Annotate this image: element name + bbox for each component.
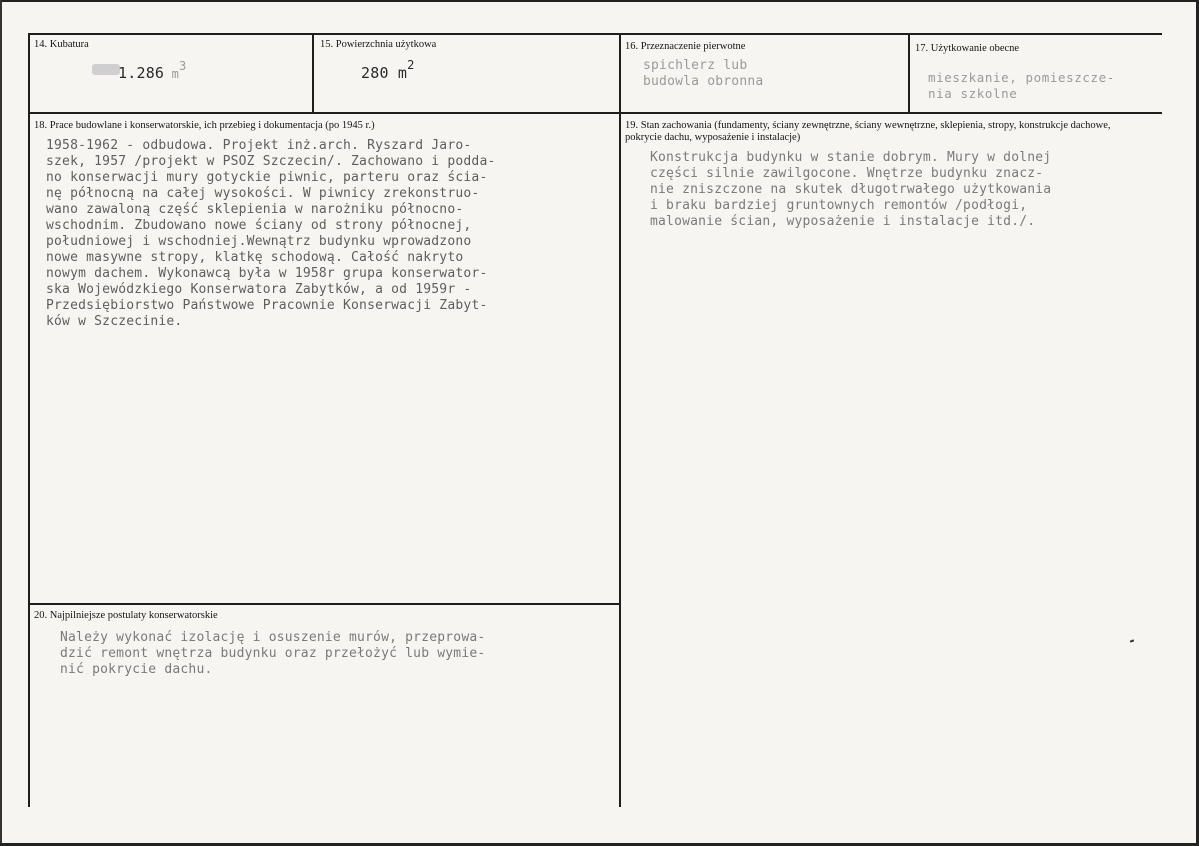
- field-14-label: 14. Kubatura: [34, 39, 89, 50]
- correction-smudge: [92, 64, 120, 75]
- field-16-label: 16. Przeznaczenie pierwotne: [625, 41, 746, 52]
- field-16-value-line-2: budowla obronna: [643, 74, 764, 89]
- field-18-line: wschodnim. Zbudowano nowe ściany od strony północnej,: [46, 218, 472, 233]
- field-15-value: 280 $m^2$: [361, 58, 415, 82]
- field-18-line: Przedsiębiorstwo Państwowe Pracownie Konserwacji Zabyt-: [46, 298, 488, 313]
- field-18-line: ków w Szczecinie.: [46, 314, 183, 329]
- field-20-label: 20. Najpilniejsze postulaty konserwatorskie: [34, 610, 218, 621]
- grid-line-left: [28, 33, 30, 807]
- field-17-value-line-1: mieszkanie, pomieszcze-: [928, 70, 1115, 85]
- field-19-line: Konstrukcja budynku w stanie dobrym. Mury w dolnej: [650, 150, 1052, 165]
- grid-line-col2: [619, 33, 621, 807]
- field-19-line: malowanie ścian, wyposażenie i instalacje itd./.: [650, 214, 1036, 229]
- grid-line-col3: [908, 33, 910, 113]
- field-19-line: nie zniszczone na skutek długotrwałego użytkowania: [650, 182, 1052, 197]
- field-20-line: dzić remont wnętrza budynku oraz przełożyć lub wymie-: [60, 646, 486, 661]
- field-14-value: 1.286 $m^3$: [118, 59, 187, 82]
- field-18-line: szek, 1957 /projekt w PSOZ Szczecin/. Zachowano i podda-: [46, 154, 496, 169]
- field-18-line: wano zawaloną część sklepienia w narożniku północno-: [46, 202, 464, 217]
- field-19-label-line-2: pokrycie dachu, wyposażenie i instalacje): [625, 132, 801, 143]
- field-17-label: 17. Użytkowanie obecne: [915, 43, 1020, 54]
- field-18-line: nowe masywne stropy, klatkę schodową. Całość nakryto: [46, 250, 464, 265]
- field-19-label-line-1: 19. Stan zachowania (fundamenty, ściany zewnętrzne, ściany wewnętrzne, sklepienia, stropy, konstrukcje dachowe,: [625, 120, 1111, 131]
- frame-top-edge: [0, 0, 1199, 2]
- ink-speck: [1130, 639, 1134, 642]
- field-18-line: nę północną na całej wysokości. W piwnicy zrekonstruo-: [46, 186, 480, 201]
- field-18-line: no konserwacji mury gotyckie piwnic, parteru oraz ścia-: [46, 170, 488, 185]
- field-15-label: 15. Powierzchnia użytkowa: [320, 39, 437, 50]
- field-18-line: ska Wojewódzkiego Konserwatora Zabytków, a od 1959r -: [46, 282, 472, 297]
- field-19-line: części silnie zawilgocone. Wnętrze budynku znacz-: [650, 166, 1044, 181]
- field-18-line: nowym dachem. Wykonawcą była w 1958r grupa konserwator-: [46, 266, 488, 281]
- field-18-label: 18. Prace budowlane i konserwatorskie, ich przebieg i dokumentacja (po 1945 r.): [34, 120, 375, 131]
- field-16-value-line-1: spichlerz lub: [643, 58, 748, 73]
- frame-left-edge: [0, 0, 2, 846]
- grid-line-field20-top: [28, 603, 621, 605]
- grid-line-top: [28, 33, 1162, 35]
- field-20-line: nić pokrycie dachu.: [60, 662, 213, 677]
- grid-line-col1: [312, 33, 314, 113]
- field-18-line: południowej i wschodniej.Wewnątrz budynku wprowadzono: [46, 234, 472, 249]
- grid-line-row1-bottom: [28, 112, 1162, 114]
- field-18-line: 1958-1962 - odbudowa. Projekt inż.arch. Ryszard Jaro-: [46, 138, 472, 153]
- field-20-line: Należy wykonać izolację i osuszenie murów, przeprowa-: [60, 630, 486, 645]
- field-17-value-line-2: nia szkolne: [928, 86, 1018, 101]
- field-19-line: i braku bardziej gruntownych remontów /podłogi,: [650, 198, 1028, 213]
